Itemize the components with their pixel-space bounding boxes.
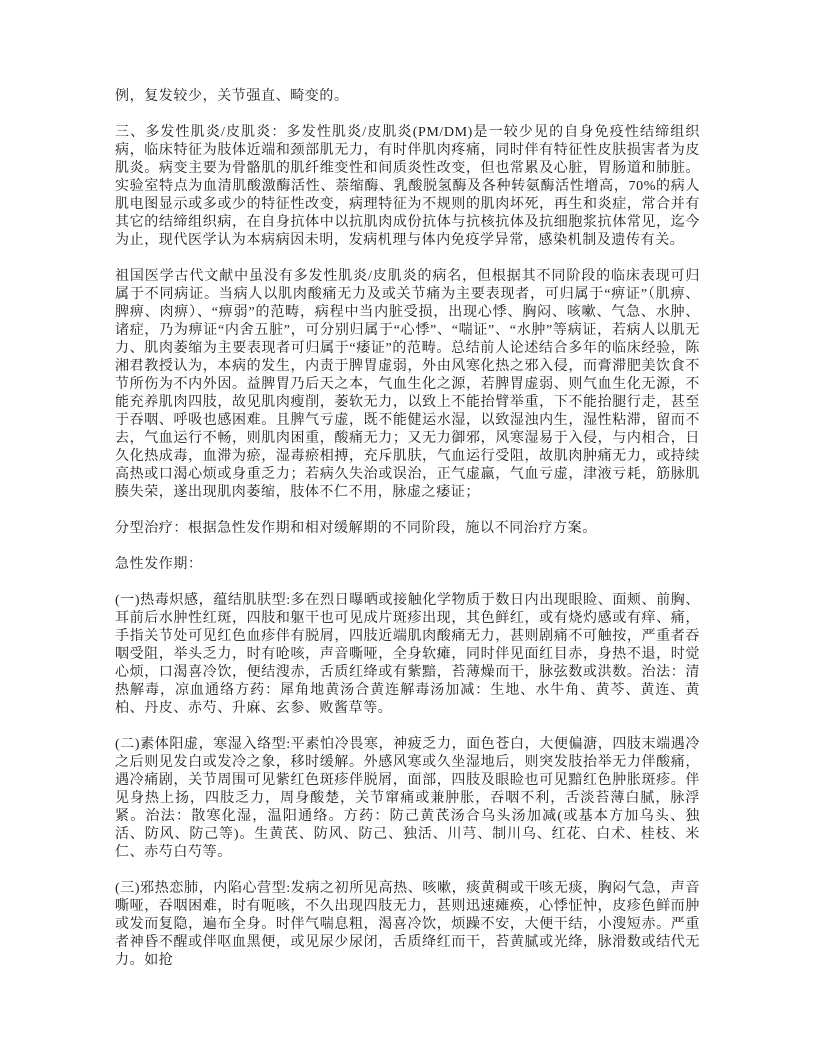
paragraph-treatment-by-type: 分型治疗：根据急性发作期和相对缓解期的不同阶段，施以不同治疗方案。 [115,521,597,536]
document-body [115,88,700,970]
paragraph-type-1: (一)热毒炽感，蕴结肌肤型:多在烈日曝晒或接触化学物质于数日内出现眼睑、面颊、前胸、耳前后水肿性红斑，四肢和躯干也可见成片斑疹出现，其色鲜红，或有烧灼感或有痒、痛，手指关节处可见红色血疹伴有脱屑，四肢近端肌肉酸痛无力，甚则剧痛不可触按，严重者吞咽受阻，举头乏力，时有呛咳，声音嘶哑，全身软瘫，同时伴见面红目赤，身热不退，时觉心烦，口渴喜冷饮，便结溲赤，舌质红绛或有紫黯，苔薄燥而干，脉弦数或洪数。治法：清热解毒，凉血通络方药：犀角地黄汤合黄连解毒汤加减：生地、水牛角、黄芩、黄连、黄柏、丹皮、赤芍、升麻、玄参、败酱草等。 [115,593,700,716]
paragraph-type-2: (二)素体阳虚，寒湿入络型:平素怕冷畏寒，神疲乏力，面色苍白，大便偏溏，四肢末端遇冷之后则见发白或发冷之象，移时缓解。外感风寒或久坐湿地后，则突发肢抬举无力伴酸痛，遇冷痛剧，关节周围可见紫红色斑疹伴脱屑，面部，四肢及眼睑也可见黯红色肿胀斑疹。伴见身热上扬，四肢乏力，周身酸楚，关节窜痛或兼肿胀，吞咽不利，舌淡苔薄白腻，脉浮紧。治法：散寒化湿，温阳通络。方药：防己黄芪汤合乌头汤加减(或基本方加乌头、独活、防风、防己等)。生黄芪、防风、防己、独活、川芎、制川乌、红花、白术、桂枝、米仁、赤芍白芍等。 [115,737,700,860]
paragraph-acute-phase-heading: 急性发作期： [115,557,203,572]
paragraph-type-3: (三)邪热恋肺，内陷心营型:发病之初所见高热、咳嗽，痰黄稠或干咳无痰，胸闷气急，声音嘶哑，吞咽困难，时有呃咳，不久出现四肢无力，甚则迅速瘫痪，心悸怔忡，皮疹色鲜而肿或发而复隐，遍布全身。时伴气喘息粗，渴喜冷饮，烦躁不安，大便干结，小溲短赤。严重者神昏不醒或伴呕血黑便，或见尿少尿闭，舌质绛红而干，苔黄腻或光绛，脉滑数或结代无力。如抢 [115,881,700,968]
paragraph-section-3-intro: 三、多发性肌炎/皮肌炎：多发性肌炎/皮肌炎(PM/DM)是一较少见的自身免疫性结缔组织病，临床特征为肢体近端和颈部肌无力，有时伴肌肉疼痛，同时伴有特征性皮肤损害者为皮肌炎。病变主要为骨骼肌的肌纤维变性和间质炎性改变，但也常累及心脏，胃肠道和肺脏。实验室特点为血清肌酸激酶活性、萘缩酶、乳酸脱氢酶及各种转氨酶活性增高，70%的病人肌电图显示或多或少的特征性改变，病理特征为不规则的肌肉坏死，再生和炎症，常合并有其它的结缔组织病，在自身抗体中以抗肌肉成份抗体与抗核抗体及抗细胞浆抗体常见，迄今为止，现代医学认为本病病因未明，发病机理与体内免疫学异常，感染机制及遗传有关。 [115,125,700,248]
paragraph-continuation: 例，复发较少，关节强直、畸变的。 [115,89,349,104]
paragraph-tcm-theory: 祖国医学古代文献中虽没有多发性肌炎/皮肌炎的病名，但根据其不同阶段的临床表现可归属于不同病证。当病人以肌肉酸痛无力及或关节痛为主要表现者，可归属于“痹证”（肌痹、脾痹、肉痹）、“痹弱”的范畴，病程中当内脏受损，出现心悸、胸闷、咳嗽、气急、水肿、诸症，乃为痹证“内舍五脏”，可分别归属于“心悸”、“喘证”、“水肿”等病证，若病人以肌无力、肌肉萎缩为主要表现者可归属于“痿证”的范畴。总结前人论述结合多年的临床经验，陈湘君教授认为，本病的发生，内责于脾胃虚弱，外由风寒化热之邪入侵，而膏滞肥美饮食不节所伤为不内外因。益脾胃乃后天之本，气血生化之源，若脾胃虚弱、则气血生化无源，不能充养肌肉四肢，故见肌肉瘦削，萎软无力，以致上不能抬臂举重，下不能抬腿行走，甚至于吞咽、呼吸也感困难。且脾气亏虚，既不能健运水湿，以致湿浊内生，湿性粘滞，留而不去，气血运行不畅，则肌肉困重，酸痛无力；又无力御邪，风寒湿易于入侵，与内相合，日久化热成毒，血滞为瘀，湿毒瘀相搏，充斥肌肤，气血运行受阻，故肌肉肿痛无力，或持续高热或口渴心烦或身重乏力；若病久失治或误治，正气虚羸，气血亏虚，津液亏耗，筋脉肌腠失荣，遂出现肌肉萎缩，肢体不仁不用，脉虚之痿证； [115,269,700,500]
